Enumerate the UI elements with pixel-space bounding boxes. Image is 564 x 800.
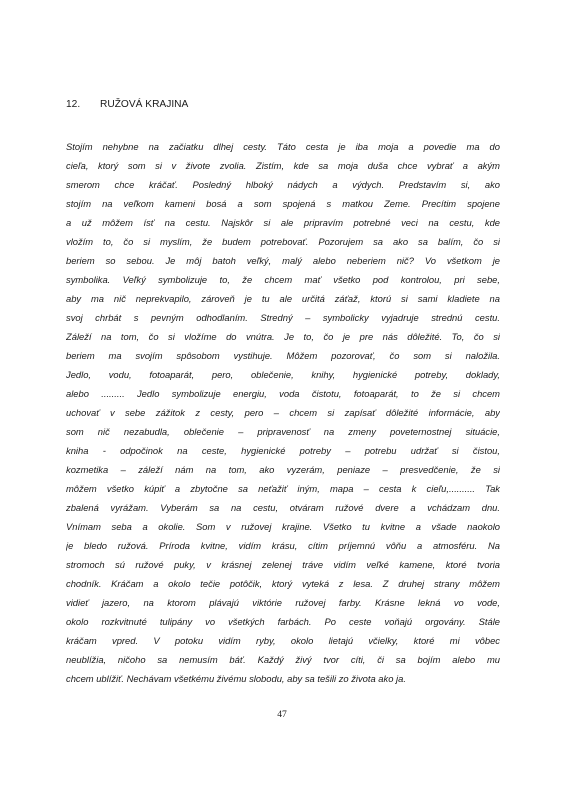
text-line: chodník. Kráčam a okolo tečie potôčik, ktorý vyteká z lesa. Z druhej strany môžem — [66, 578, 500, 590]
text-line: Stojím nehybne na začiatku dlhej cesty. Táto cesta je iba moja a povedie ma do — [66, 141, 500, 152]
text-line: kozmetika – záleží nám na tom, ako vyzerám, peniaze – presvedčenie, že si — [66, 464, 500, 476]
text-line: a už môžem ísť na cestu. Najskôr si ale pripravím potrebné veci na cestu, kde — [66, 217, 500, 229]
text-line: alebo ......... Jedlo symbolizuje energiu, voda čistotu, fotoaparát, to že si chcem — [66, 388, 500, 400]
text-line: Záleží na tom, čo si vložíme do vnútra. Je to, čo je pre nás dôležité. To, čo si — [66, 331, 500, 343]
text-line: Jedlo, vodu, fotoaparát, pero, oblečenie, knihy, hygienické potreby, doklady, — [66, 369, 500, 381]
text-line: stromoch sú ružové puky, v krásnej zelenej tráve vidím veľké kamene, ktoré tvoria — [66, 559, 500, 571]
text-line: chcem ublížiť. Nechávam všetkému živému slobodu, aby sa tešili zo života ako ja. — [66, 673, 406, 685]
text-line: môžem všetko kúpiť a zbytočne sa neťažiť iným, mapa – cesta k cieľu,.......... Tak — [66, 483, 500, 495]
page-number: 47 — [277, 709, 287, 720]
chapter-heading — [66, 99, 188, 110]
text-line: beriem so sebou. Je môj batoh veľký, malý alebo neberiem nič? Vo všetkom je — [66, 255, 500, 267]
text-line: okolo rozkvitnuté tulipány vo všetkých farbách. Po ceste voňajú orgovány. Stále — [66, 616, 500, 628]
text-line: vložím to, čo si myslím, že budem potrebovať. Pozorujem sa ako sa balím, čo si — [66, 236, 500, 248]
text-line: Vnímam seba a okolie. Som v ružovej krajine. Všetko tu kvitne a všade naokolo — [66, 521, 500, 533]
text-line: stojím na veľkom kameni bosá a som spojená s matkou Zeme. Precítim spojene — [66, 198, 500, 210]
text-line: beriem ma svojím spôsobom vystihuje. Môžem pozorovať, čo som si naložila. — [66, 350, 500, 362]
text-line: je bledo ružová. Príroda kvitne, vidím krásu, cítim príjemnú vôňu a atmosféru. Na — [66, 540, 500, 552]
body-paragraph — [66, 137, 500, 688]
text-line: smerom chce kráčať. Posledný hlboký nádych a výdych. Predstavím si, ako — [66, 179, 500, 191]
text-line: som nič nezabudla, oblečenie – pripravenosť na zmeny poveternostnej situácie, — [66, 426, 500, 438]
text-line: aby ma nič neprekvapilo, zároveň je tu ale určitá záťaž, ktorú si sami kladiete na — [66, 293, 500, 305]
text-line: uchovať v sebe zážitok z cesty, pero – chcem si zapísať dôležité informácie, aby — [66, 407, 500, 419]
text-line: vidieť jazero, na ktorom plávajú viktórie ružovej farby. Krásne lekná vo vode, — [66, 597, 500, 609]
text-line: kniha - odpočinok na ceste, hygienické potreby – potrebu udržať si čistou, — [66, 445, 500, 457]
chapter-number: 12. — [66, 99, 81, 110]
text-line: symbolika. Veľký symbolizuje to, že chcem mať všetko pod kontrolou, pri sebe, — [66, 274, 500, 286]
chapter-title: RUŽOVÁ KRAJINA — [100, 99, 189, 110]
text-line: cieľa, ktorý som si v živote zvolia. Zistím, kde sa moja duša chce vybrať a akým — [66, 160, 500, 172]
text-line: svoj chrbát s pevným odhodlaním. Stredný – symbolicky vyjadruje strednú cestu. — [66, 312, 500, 324]
text-line: zbalená vyrážam. Vyberám sa na cestu, otváram ružové dvere a vchádzam dnu. — [66, 502, 500, 514]
text-line: neublížia, ničoho sa nemusím báť. Každý živý tvor cíti, či sa bojím alebo mu — [66, 654, 500, 666]
text-line: kráčam vpred. V potoku vidím ryby, okolo lietajú včielky, ktoré mi vôbec — [66, 635, 500, 647]
